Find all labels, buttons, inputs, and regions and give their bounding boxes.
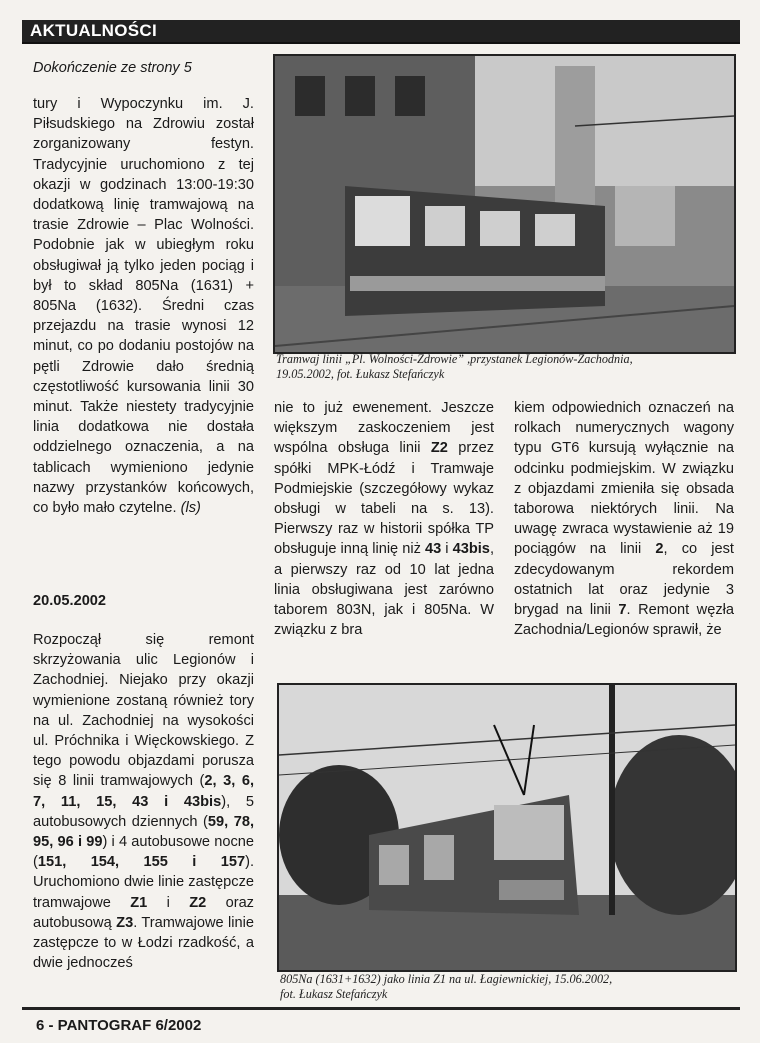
article1-body <box>33 94 254 518</box>
article2-text: Rozpoczął się remont skrzyżowania ulic Legionów i Zachodniej. Niejako przy okazji wymienione zostaną również tory na ul. Zachodniej na wysokości ul. Próchnika i Więckowskiego. Z tego powodu objazdami porusza się 8 linii tramwajowych ( <box>33 632 254 790</box>
line-2: 2 <box>655 541 664 558</box>
article2-text: i <box>441 541 453 558</box>
article2-text: nie to już ewenement. Jeszcze większym zaskoczeniem jest wspólna obsługa linii <box>274 400 494 457</box>
tram-photo-1-image <box>275 56 734 352</box>
article2-text: ) i 4 autobusowe nocne ( <box>33 834 254 871</box>
date-heading: 20.05.2002 <box>33 593 107 609</box>
section-header-bar <box>22 20 740 44</box>
line-z2: Z2 <box>430 440 448 457</box>
photo2-caption-line2: fot. Łukasz Stefańczyk <box>280 987 388 1001</box>
article2-text: i <box>147 894 190 911</box>
bus-night-lines: 151, 154, 155 i 157 <box>37 854 246 871</box>
article2-text: . Tramwajowe linie zastępcze to w Łodzi rzadkość, a dwie jednocześ <box>33 914 254 972</box>
tram-lines: 2, 3, 6, 7, 11, 15, 43 i 43bis <box>33 773 255 810</box>
tram-photo-2 <box>277 683 737 972</box>
article2-text: kiem odpowiednich oznaczeń na rolkach numerycznych wagony typu GT6 kursują wyłącznie na odcinku podmiejskim. W związku z objazdami zmieniła się obsada taborowa niektórych linii. Na uwagę zwraca wystawienie aż 19 pociągów na linii <box>514 400 734 558</box>
line-z3: Z3 <box>116 914 134 931</box>
line-43: 43 <box>424 541 442 558</box>
article2-col3 <box>514 398 734 640</box>
article2-text: ). Uruchomiono dwie linie zastępcze tramwajowe <box>33 854 254 911</box>
article2-text: , a pierwszy raz od 10 lat jedna linia obsługiwana jest zarówno taborem 803N, jak i 805Na. W związku z bra <box>274 541 494 639</box>
line-z1: Z1 <box>130 894 148 911</box>
tram-photo-2-image <box>279 685 735 970</box>
photo2-caption-line1: 805Na (1631+1632) jako linia Z1 na ul. Łagiewnickiej, 15.06.2002, <box>280 972 613 986</box>
line-7: 7 <box>618 602 627 619</box>
article2-text: oraz autobusową <box>33 894 254 931</box>
article2-text: przez spółki MPK-Łódź i Tramwaje Podmiejskie (szczegółowy wykaz obsługi w tabeli na s. 13). Pierwszy raz w historii spółka TP obsługuje inną linię niż <box>274 440 494 558</box>
photo1-caption-line1: Tramwaj linii „Pl. Wolności-Zdrowie” ,przystanek Legionów-Zachodnia, <box>276 352 633 366</box>
continued-from-note: Dokończenie ze strony 5 <box>33 60 192 76</box>
article1-signature: (ls) <box>180 500 201 517</box>
footer-rule <box>22 1007 740 1010</box>
bus-day-lines: 59, 78, 95, 96 i 99 <box>33 813 254 851</box>
article2-text: , co jest zdecydowanym rekordem ostatnich lat oraz jedynie 3 brygad na linii <box>514 541 734 619</box>
photo1-caption-line2: 19.05.2002, fot. Łukasz Stefańczyk <box>276 367 445 381</box>
article2-col1 <box>33 630 254 973</box>
article2-col2 <box>274 398 494 640</box>
tram-photo-1 <box>273 54 736 354</box>
line-z2: Z2 <box>189 894 207 911</box>
article2-text: . Remont węzła Zachodnia/Legionów sprawił, że <box>514 602 734 639</box>
photo2-caption <box>280 972 735 1002</box>
line-43bis: 43bis <box>452 541 490 558</box>
section-title: AKTUALNOŚCI <box>30 21 158 40</box>
photo1-caption <box>276 352 736 382</box>
article2-text: ), 5 autobusowych dziennych ( <box>33 793 254 830</box>
page-footer: 6 - PANTOGRAF 6/2002 <box>36 1017 202 1034</box>
article1-text: tury i Wypoczynku im. J. Piłsudskiego na Zdrowiu został zorganizowany festyn. Tradycyjnie uruchomiono z tej okazji w godzinach 13:00-19:30 dodatkową linię tramwajową na trasie Zdrowie – Plac Wolności. Podobnie jak w ubiegłym roku obsługiwał ją tylko jeden pociąg i był to skład 805Na (1631) + 805Na (1632). Średni czas przejazdu na trasie wynosi 12 minut, co po dodaniu postojów na pętli Zdrowie dało średnią częstotliwość kursowania linii 30 minut. Także niestety tradycyjnie linia dodatkowa nie dostała oddzielnego oznaczenia, a na tablicach wymieniono jedynie nazwy przystanków końcowych, co było mało czytelne. <box>33 96 254 517</box>
